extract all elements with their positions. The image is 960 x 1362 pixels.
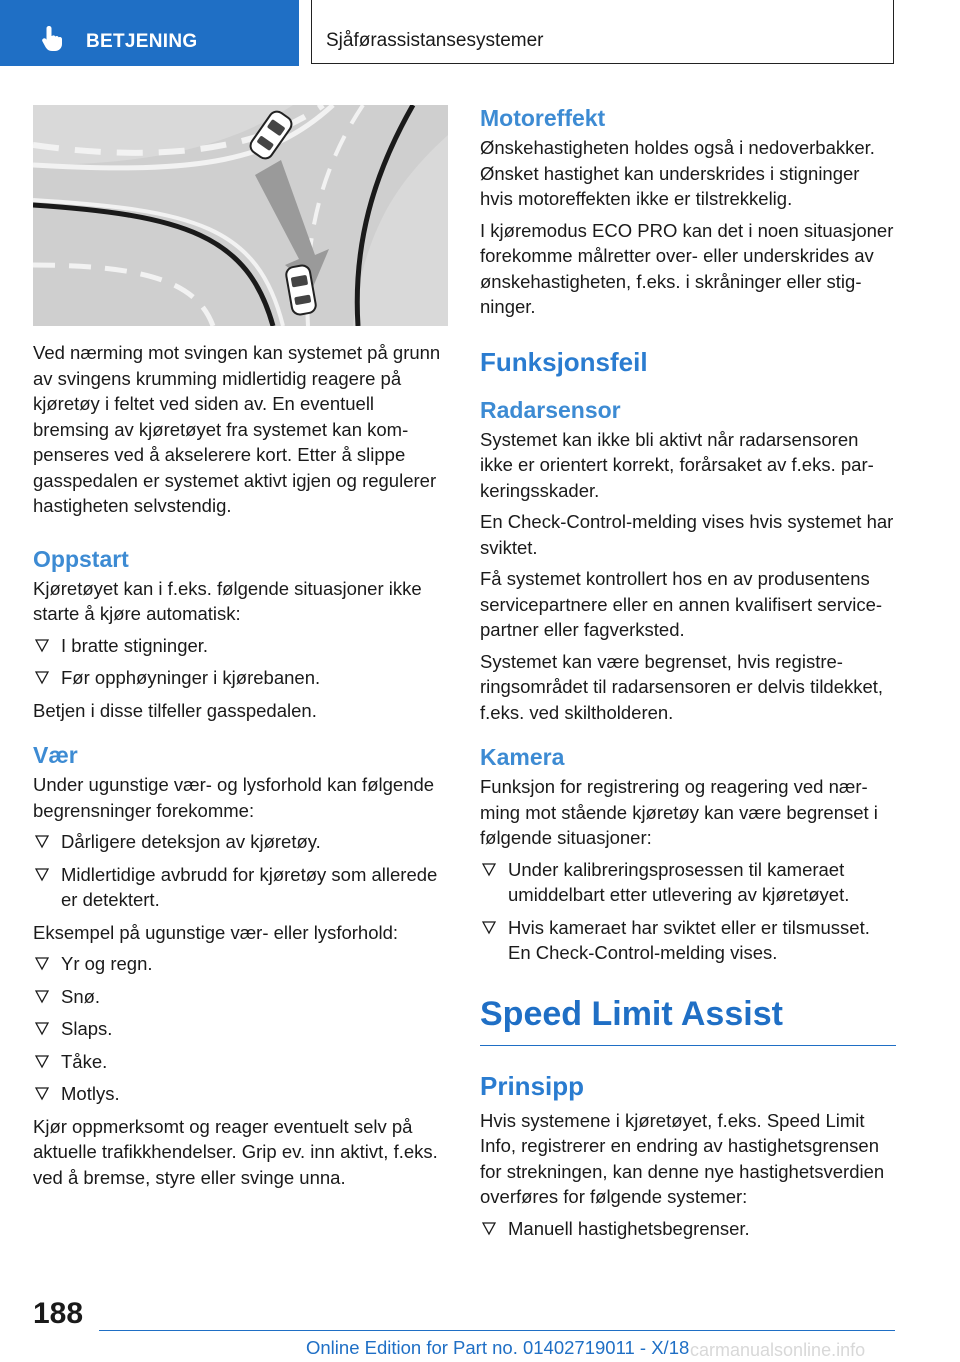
list-item: Tåke. xyxy=(33,1049,448,1075)
vaer-example: Eksempel på ugunstige vær- eller lysforhold: xyxy=(33,921,399,943)
motoreffekt-p1: Ønskehastigheten holdes også i nedoverbakker. Ønsket hastighet kan underskrides i stigninger hvis motoreffekten ikke er tilstrekkelig. xyxy=(480,137,875,209)
list-item: Før opphøyninger i kjørebanen. xyxy=(33,665,448,691)
vaer-closing: Kjør oppmerksomt og reager eventuelt selv på aktuelle trafikkhendelser. Grip ev. inn aktivt, f.eks. ved å bremse, styre eller svinge unna. xyxy=(33,1115,438,1188)
triangle-bullet-icon xyxy=(35,1085,49,1101)
triangle-bullet-icon xyxy=(35,833,49,849)
section-tab xyxy=(0,0,299,66)
kamera-text: Funksjon for registrering og reagering ved nærming mot stående kjøretøy kan være begrenset i følgende situasjoner: xyxy=(480,776,878,848)
page-number: 188 xyxy=(33,1297,84,1330)
triangle-bullet-icon xyxy=(35,1053,49,1069)
oppstart-after: Betjen i disse tilfeller gasspedalen. xyxy=(33,699,317,721)
edition-text: Online Edition for Part no. 01402719011 - X/18 xyxy=(306,1337,690,1358)
list-item: Manuell hastighetsbegrenser. xyxy=(480,1216,896,1242)
triangle-bullet-icon xyxy=(35,988,49,1004)
list-item: Yr og regn. xyxy=(33,951,448,977)
oppstart-list xyxy=(33,633,448,691)
triangle-bullet-icon xyxy=(35,1020,49,1036)
section-label: BETJENING xyxy=(86,31,198,52)
list-item: Snø. xyxy=(33,984,448,1010)
chapter-box xyxy=(311,0,894,64)
prinsipp-list xyxy=(480,1216,896,1242)
vaer-list xyxy=(33,829,448,913)
motoreffekt-heading: Motoreffekt xyxy=(480,105,606,131)
list-item: Midlertidige avbrudd for kjøretøy som allerede er detektert. xyxy=(33,862,448,913)
radarsensor-heading: Radarsensor xyxy=(480,396,621,423)
left-column xyxy=(33,105,448,1196)
list-item: Dårligere deteksjon av kjøretøy. xyxy=(33,829,448,855)
chapter-title: Sjåførassistansesystemer xyxy=(326,30,544,51)
kamera-heading: Kamera xyxy=(480,744,565,770)
list-item: I bratte stigninger. xyxy=(33,633,448,659)
vaer-heading: Vær xyxy=(33,742,78,768)
triangle-bullet-icon xyxy=(35,866,49,882)
prinsipp-text: Hvis systemene i kjøretøyet, f.eks. Speed Limit Info, registrerer en endring av hastighetsgrensen for strekningen, kan denne nye hastighetsverdien overføres for følgende systemer: xyxy=(480,1109,885,1207)
triangle-bullet-icon xyxy=(35,637,49,653)
prinsipp-heading: Prinsipp xyxy=(480,1070,585,1101)
list-item: Hvis kameraet har sviktet eller er tilsmusset. En Check-Control-melding vises. xyxy=(480,915,896,966)
list-item: Motlys. xyxy=(33,1081,448,1107)
radar-p4: Systemet kan være begrenset, hvis registreringsområdet til radarsensoren er delvis tildekket, f.eks. ved skiltholderen. xyxy=(480,650,884,723)
radar-p1: Systemet kan ikke bli aktivt når radarsensoren ikke er orientert korrekt, forårsaket av f.eks. parkeringsskader. xyxy=(480,428,874,501)
triangle-bullet-icon xyxy=(482,1220,496,1236)
list-item: Under kalibreringsprosessen til kameraet umiddelbart etter utlevering av kjøretøyet. xyxy=(480,857,896,908)
radar-p2: En Check-Control-melding vises hvis systemet har sviktet. xyxy=(480,511,894,558)
triangle-bullet-icon xyxy=(35,955,49,971)
kamera-list xyxy=(480,857,896,966)
list-item: Slaps. xyxy=(33,1016,448,1042)
curve-road-illustration xyxy=(33,105,448,326)
triangle-bullet-icon xyxy=(482,861,496,877)
right-column xyxy=(480,104,896,1248)
vaer-text: Under ugunstige vær- og lysforhold kan følgende begrensninger forekomme: xyxy=(33,774,435,821)
vaer-example-list xyxy=(33,951,448,1107)
oppstart-text: Kjøretøyet kan i f.eks. følgende situasjoner ikke starte å kjøre automatisk: xyxy=(33,577,422,624)
radar-p3: Få systemet kontrollert hos en av produsentens servicepartnere eller en annen kvalifisert servicepartner eller fagverksted. xyxy=(480,568,883,640)
triangle-bullet-icon xyxy=(482,919,496,935)
motoreffekt-p2: I kjøremodus ECO PRO kan det i noen situasjoner forekomme målretter over- eller underskrides av ønskehastigheten, f.eks. i skråninger eller stigninger. xyxy=(480,219,894,317)
funksjonsfeil-heading: Funksjonsfeil xyxy=(480,346,648,377)
triangle-bullet-icon xyxy=(35,669,49,685)
watermark: carmanualsonline.info xyxy=(690,1340,866,1360)
speed-limit-assist-heading: Speed Limit Assist xyxy=(480,993,896,1046)
oppstart-heading: Oppstart xyxy=(33,545,129,572)
footer-divider xyxy=(99,1330,895,1331)
hand-pointer-icon xyxy=(40,24,66,52)
intro-paragraph: Ved nærming mot svingen kan systemet på grunn av svingens krumming midlertidig reagere på kjøretøy i feltet ved siden av. En eventuell bremsing av kjøretøyet fra systemet kan kompenseres ved å akselerere kort. Etter å slippe gasspedalen er systemet aktivt igjen og regulerer hastigheten selvstendig. xyxy=(33,342,441,516)
